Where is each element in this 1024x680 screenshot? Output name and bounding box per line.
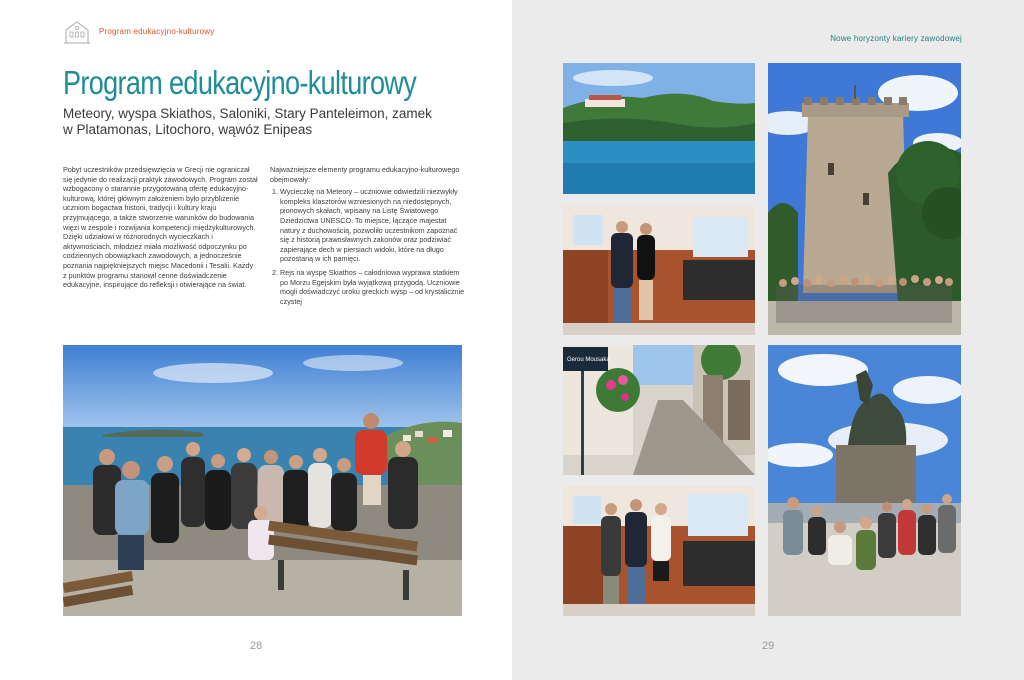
group-photo-skiathos-viewpoint: [63, 345, 462, 616]
left-running-header: [63, 18, 214, 44]
right-running-header: Nowe horyzonty kariery zawodowej: [830, 34, 962, 43]
photo-alexander-statue-group: [768, 345, 961, 616]
right-page: [512, 0, 1024, 680]
section-label: Program edukacyjno-kulturowy: [99, 26, 215, 36]
page-title: Program edukacyjno-kulturowy: [63, 64, 417, 101]
photo-ship-bridge-two: [563, 205, 755, 335]
page-subtitle: Meteory, wyspa Skiathos, Saloniki, Stary Panteleimon, zamek w Platamonas, Litochoro, wąwóz Enipeas: [63, 106, 432, 137]
photo-skiathos-island: [563, 63, 755, 194]
intro-paragraph: Pobyt uczestników przedsięwzięcia w Grecji nie ograniczał się jedynie do realizacji praktyk zawodowych. Program został wzbogacony o starannie przygotowaną ofertę edukacyjno-kulturową, której głównym założeniem było przybliżenie uczniom bogactwa historii, tradycji i kultury kraju przyjmującego, a także stworzenie warunków do budowania więzi w zespole i rozwijania kompetencji międzykulturowych. Dzięki udziałowi w różnorodnych wycieczkach i aktywnościach, młodzież miała możliwość odpoczynku po codziennych obowiązkach zawodowych, a jednocześnie poznania najpiękniejszych miejsc Macedonii i Tesalii. Każdy z punktów programu stanowił cenne doświadczenie edukacyjne, inspirujące do refleksji i otwierające na świat.: [63, 165, 258, 290]
page-number-left: 28: [250, 640, 263, 652]
text-column-2: [270, 165, 466, 310]
list-intro: Najważniejsze elementy programu edukacyjno-kulturowego obejmowały:: [270, 165, 460, 184]
photo-ship-bridge-three: [563, 486, 755, 616]
program-list: [270, 187, 466, 306]
list-item: 1. Wycieczkę na Meteory – uczniowie odwiedzili niezwykły kompleks klasztorów wzniesionych na niedostępnych, pionowych skałach, wpisany na Listę Światowego Dziedzictwa UNESCO. To miejsce, łączące majestat natury z duchowością, pozwoliło uczestnikom zapoznać się z historią prawosławnych zakonów oraz podziwiać zapierające dech w piersiach widoki, które na długo pozostaną w ich pamięci.: [280, 187, 466, 264]
page-number-right: 29: [762, 640, 775, 652]
text-column-1: [63, 165, 258, 293]
building-logo-icon: [63, 18, 91, 44]
photo-narrow-street: [563, 345, 755, 475]
list-item: 2. Rejs na wyspę Skiathos – całodniowa wyprawa statkiem po Morzu Egejskim była wyjątkową przygodą. Uczniowie mogli doświadczyć uroku greckich wysp – od krystalicznie czystej: [280, 268, 466, 306]
photo-white-tower-group: [768, 63, 961, 335]
street-sign-text: Gerou Mousaka: [567, 357, 610, 363]
